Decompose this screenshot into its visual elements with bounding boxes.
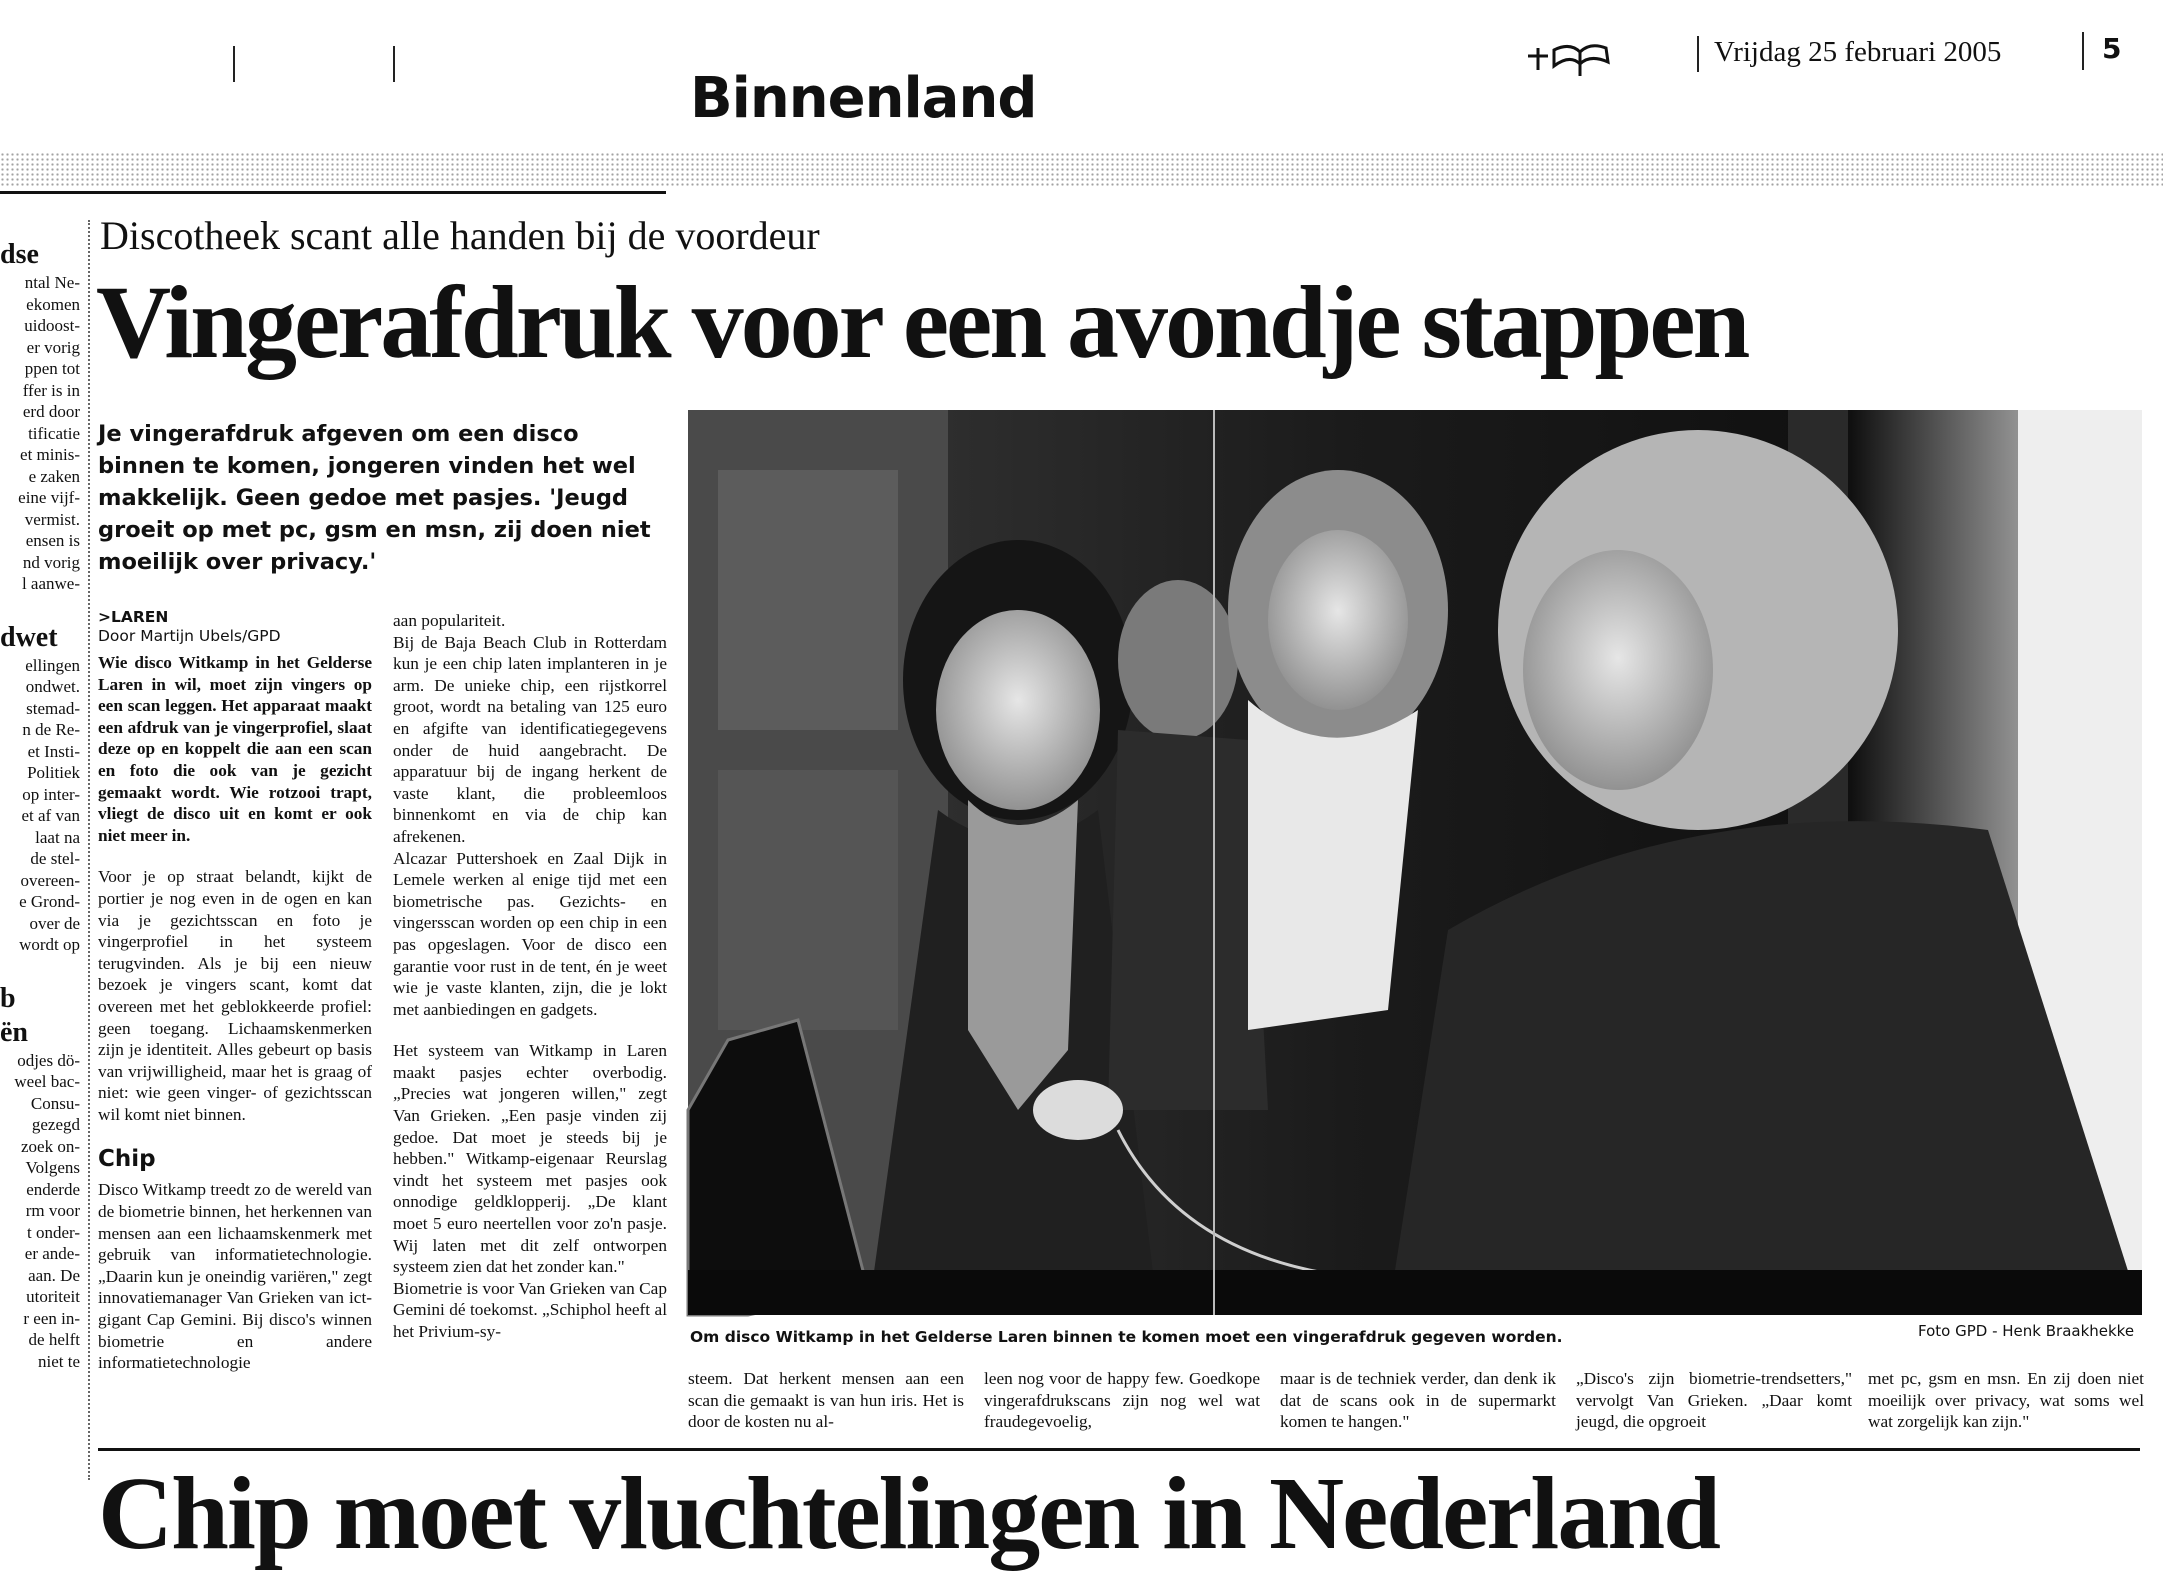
section-title: Binnenland xyxy=(690,66,1037,131)
article-lead: Je vingerafdruk afgeven om een disco binnen te komen, jongeren vinden het wel makkelijk. Geen gedoe met pasjes. 'Jeugd groeit op met pc, gsm en msn, zij doen niet moeilijk over privacy.' xyxy=(98,421,651,575)
issue-date: Vrijdag 25 februari 2005 xyxy=(1714,36,2002,68)
masthead-divider xyxy=(393,46,395,82)
next-article-headline: Chip moet vluchtelingen in Nederland xyxy=(98,1456,1719,1571)
article-photo xyxy=(688,410,2142,1315)
neighbour-heading: b ën xyxy=(0,982,28,1048)
byline-location: >LAREN xyxy=(98,608,169,626)
article-paragraph: Voor je op straat belandt, kijkt de portier je nog even in de ogen en kan via je gezichtsscan en foto je vingerprofiel in het systeem terugvinden. Als je bij een nieuw bezoek je vingers scant, komt dat overeen met het geblokkeerde profiel: geen toegang. Lichaamskenmerken zijn je identiteit. Alles gebeurt op basis van vrijwilligheid, maar het is graag of niet: wie geen vinger- of gezichtsscan wil komt niet binnen. xyxy=(98,867,372,1124)
header-rule xyxy=(0,191,666,194)
byline xyxy=(98,608,281,646)
article-column-4: leen nog voor de happy few. Goedkope vingerafdrukscans zijn nog wel wat fraudegevoelig, xyxy=(984,1369,1260,1432)
article-paragraph: Disco Witkamp treedt zo de wereld van de biometrie binnen, het herkennen van mensen aan een lichaamskenmerk met gebruik van informatietechnologie. „Daarin kun je oneindig variëren," zegt innovatiemanager Van Grieken van ict-gigant Cap Gemini. Bij disco's winnen biometrie en andere informatietechnologie xyxy=(98,1180,372,1373)
neighbour-column xyxy=(0,230,80,1398)
article-paragraph: Het systeem van Witkamp in Laren maakt pasjes echter overbodig. „Precies wat jongeren willen," zegt Van Grieken. „Een pasje vinden zij gedoe. Dat moet je steeds bij je hebben." Witkamp-eigenaar Reurslag vindt het systeem met pasjes ook onnodige geldklopperij. „De klant moet 5 euro neertellen voor zo'n pasje. Wij laten met dit zelf ontworpen systeem zien dat het zonder kan." Biometrie is voor Van Grieken van Cap Gemini dé toekomst. „Schiphol heeft al het Privium-sy- xyxy=(393,1041,667,1341)
date-divider xyxy=(1697,36,1699,72)
bottom-rule xyxy=(98,1448,2140,1451)
neighbour-text: odjes dö- weel bac- Consu- gezegd zoek on- Volgens enderde rm voor t onder- er ande- aan. De utoriteit r een in- de helft niet te xyxy=(14,1050,80,1371)
article-paragraph: aan populariteit. Bij de Baja Beach Club in Rotterdam kun je een chip laten implanteren in je arm. De unieke chip, een rijstkorrel groot, wordt na betaling van 125 euro en afgifte van identificatiegegevens onder de huid aangebracht. De apparatuur bij de ingang herkent de vaste klant, die probleemloos binnenkomt en via de chip kan afrekenen. Alcazar Puttershoek en Zaal Dijk in Lemele werken al enige tijd met een biometrische pas. Gezichts- en vingersscan worden op een chip in een pas opgeslagen. Voor de disco een garantie voor rust in de tent, én je weet wie je vaste klanten, zijn, die je lokt met aanbiedingen en gadgets. xyxy=(393,611,667,1019)
article-subhead: Chip xyxy=(98,1146,156,1173)
byline-author: Door Martijn Ubels/GPD xyxy=(98,627,281,645)
article-intro: Wie disco Witkamp in het Gelderse Laren in wil, moet zijn vingers op een scan leggen. Het apparaat maakt een afdruk van je vingerprofiel, slaat deze op en koppelt die aan een scan en foto die ook van je gezicht gemaakt wordt. Wie rotzooi trapt, vliegt de disco uit en komt er ook niet meer in. xyxy=(98,653,372,845)
open-book-logo-icon xyxy=(1524,36,1616,86)
article-column-1 xyxy=(98,652,372,1394)
article-column-3: steem. Dat herkent mensen aan een scan die gemaakt is van hun iris. Het is door de kosten nu al- xyxy=(688,1369,964,1432)
photo-caption: Om disco Witkamp in het Gelderse Laren binnen te komen moet een vingerafdruk gegeven worden. xyxy=(690,1328,1563,1346)
article-column-6: „Disco's zijn biometrie-trendsetters," vervolgt Van Grieken. „Daar komt jeugd, die opgroeit xyxy=(1576,1369,1852,1432)
photo-credit: Foto GPD - Henk Braakhekke xyxy=(1918,1322,2135,1340)
neighbour-text: ellingen ondwet. stemad- n de Re- et Insti- Politiek op inter- et af van laat na de stel- overeen- e Grond- over de wordt op xyxy=(19,655,80,954)
neighbour-heading: dwet xyxy=(0,621,58,653)
article-column-5: maar is de techniek verder, dan denk ik dat de scans ook in de supermarkt komen te hangen." xyxy=(1280,1369,1556,1432)
header-screen-band xyxy=(0,152,2163,186)
article-headline: Vingerafdruk voor een avondje stappen xyxy=(96,265,1748,380)
column-rule xyxy=(88,220,91,1480)
article-column-2 xyxy=(393,610,667,1363)
masthead-divider xyxy=(233,46,235,82)
article-kicker: Discotheek scant alle handen bij de voordeur xyxy=(100,213,820,258)
neighbour-heading: dse xyxy=(0,239,39,270)
page-number: 5 xyxy=(2102,32,2122,65)
article-column-7: met pc, gsm en msn. En zij doen niet moeilijk over privacy, wat soms wel wat zorgelijk kan zijn." xyxy=(1868,1369,2144,1432)
neighbour-text: ntal Ne- ekomen uidoost- er vorig ppen tot ffer is in erd door tificatie et minis- e zaken eine vijf- vermist. ensen is nd vorig l aanwe- xyxy=(18,273,80,593)
page-number-divider xyxy=(2082,32,2084,70)
